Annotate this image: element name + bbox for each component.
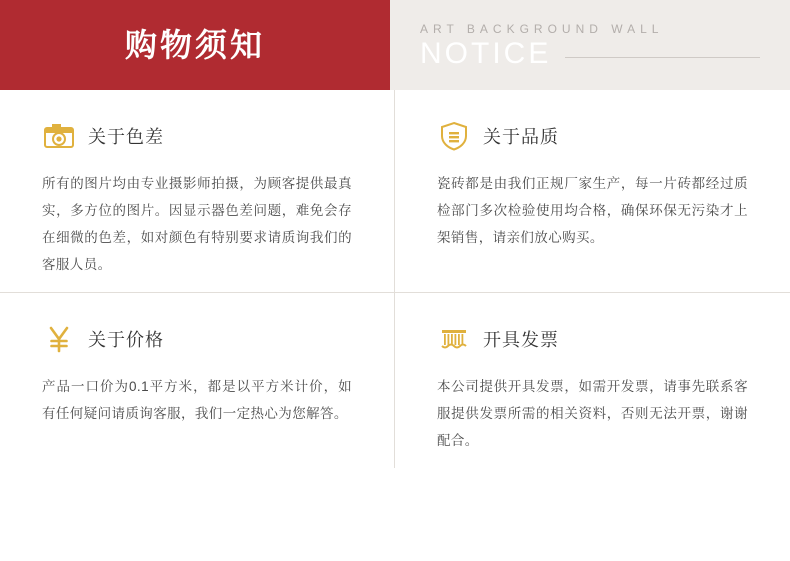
notice-card-header — [437, 116, 748, 156]
notice-card-header — [42, 319, 352, 359]
notice-card-title: 开具发票 — [483, 330, 559, 350]
notice-card-body: 瓷砖都是由我们正规厂家生产，每一片砖都经过质检部门多次检验使用均合格，确保环保无污染才上架销售，请亲们放心购买。 — [437, 176, 748, 245]
notice-card-body: 本公司提供开具发票，如需开发票，请事先联系客服提供发票所需的相关资料，否则无法开票，谢谢配合。 — [437, 379, 748, 448]
notice-card-title: 关于品质 — [483, 127, 559, 147]
notice-row-2 — [0, 293, 790, 468]
camera-icon — [42, 119, 76, 153]
header-title-block — [0, 0, 390, 90]
header-notice-row — [420, 38, 790, 70]
notice-row-1 — [0, 90, 790, 293]
header-subtitle-en: ART BACKGROUND WALL — [420, 22, 664, 37]
header-divider-line — [565, 57, 760, 58]
notice-card-invoice — [395, 293, 790, 468]
header-english-block — [390, 0, 790, 90]
notice-card-title: 关于价格 — [88, 330, 164, 350]
notice-card-color — [0, 90, 395, 293]
notice-card-title: 关于色差 — [88, 127, 164, 147]
shield-quality-icon — [437, 119, 471, 153]
invoice-icon — [437, 322, 471, 356]
page-title: 购物须知 — [124, 27, 265, 63]
notice-card-header — [42, 116, 352, 156]
notice-card-body: 产品一口价为0.1平方米，都是以平方米计价，如有任何疑问请质询客服，我们一定热心为您解答。 — [42, 379, 352, 421]
notice-card-header — [437, 319, 748, 359]
page-header — [0, 0, 790, 90]
yen-price-icon — [42, 322, 76, 356]
header-notice-en: NOTICE — [420, 37, 552, 71]
notice-card-body: 所有的图片均由专业摄影师拍摄，为顾客提供最真实，多方位的图片。因显示器色差问题，难免会存在细微的色差，如对颜色有特别要求请质询我们的客服人员。 — [42, 176, 352, 272]
notice-grid — [0, 90, 790, 468]
notice-card-quality — [395, 90, 790, 293]
notice-card-price — [0, 293, 395, 468]
